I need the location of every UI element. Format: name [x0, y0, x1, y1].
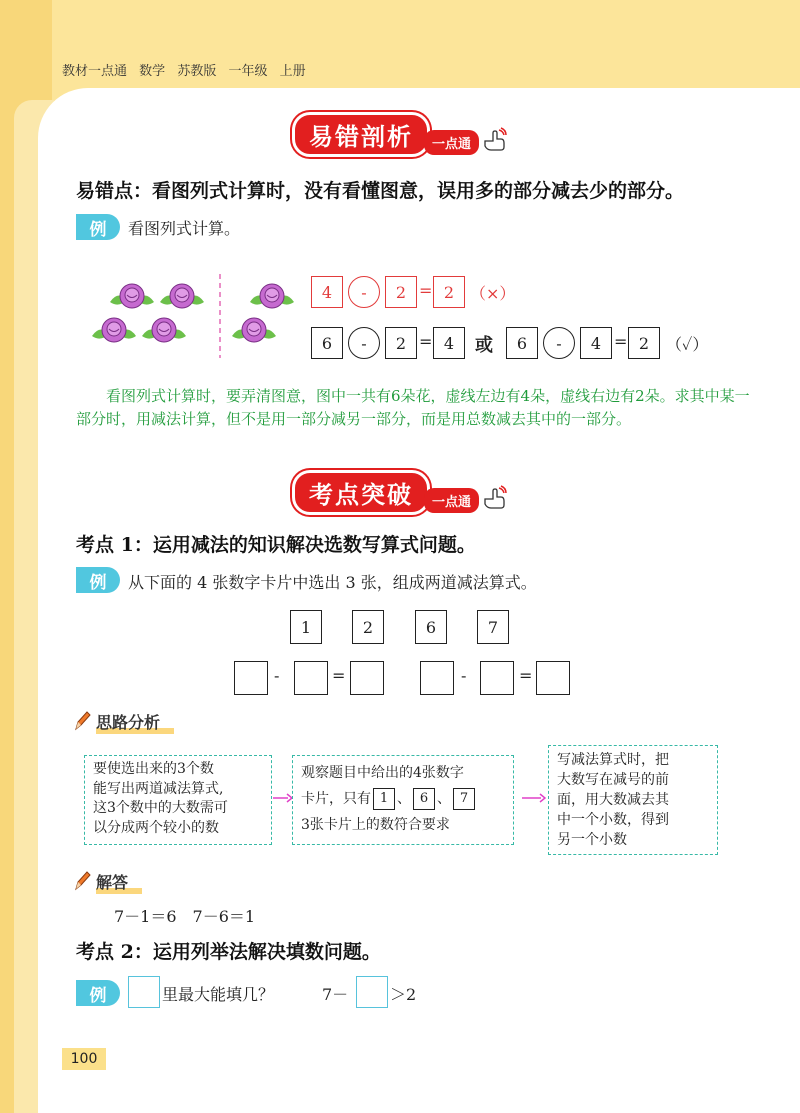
answer-text: 7－1＝6 7－6＝1: [114, 907, 256, 926]
page-number: 100: [62, 1048, 106, 1070]
blank-box[interactable]: [294, 661, 328, 695]
answer-label: 解答: [96, 873, 129, 892]
or-word: 或: [475, 335, 493, 356]
expression-prefix: 7－: [322, 985, 349, 1004]
blank-box[interactable]: [420, 661, 454, 695]
step-line: 以分成两个较小的数: [93, 819, 219, 836]
flower: [160, 284, 204, 308]
example-tag: 例: [76, 214, 120, 240]
error-point-heading: 易错点：看图列式计算时，没有看懂图意，误用多的部分减去少的部分。: [76, 180, 685, 202]
minus-sign: -: [461, 666, 467, 685]
analysis-step-3: [548, 745, 718, 855]
right-eq2-result: 2: [628, 327, 660, 359]
section-title-text: 考点突破: [292, 470, 430, 515]
section-badge: 一点通: [424, 130, 479, 155]
mini-card: 6: [413, 788, 435, 810]
right-eq1-equals: =: [419, 332, 433, 351]
header-edition: 苏教版: [177, 64, 217, 79]
section-title-text: 易错剖析: [292, 112, 430, 157]
equals-sign: =: [519, 666, 533, 685]
example-tag: 例: [76, 567, 120, 593]
right-mark: （✓）: [666, 335, 709, 354]
step-line: 观察题目中给出的4张数字: [301, 765, 464, 781]
equals-sign: =: [332, 666, 346, 685]
flower: [142, 318, 186, 342]
right-eq2-minuend: 6: [506, 327, 538, 359]
right-eq1-result: 4: [433, 327, 465, 359]
wrong-eq-result: 2: [433, 276, 465, 308]
right-eq2-subtrahend: 4: [580, 327, 612, 359]
example-prompt: 看图列式计算。: [128, 219, 241, 238]
flower-illustration: [90, 272, 305, 358]
pointing-hand-icon: [481, 485, 507, 511]
separator: 、: [437, 791, 451, 807]
right-eq1-minuend: 6: [311, 327, 343, 359]
step-line: 面，用大数减去其: [557, 792, 669, 808]
wrong-eq-equals: =: [419, 281, 433, 300]
right-eq2-equals: =: [614, 332, 628, 351]
step-line: 这3个数中的大数需可: [93, 800, 228, 816]
header-book: 教材一点通: [62, 64, 128, 79]
arrow-right-icon: [522, 792, 546, 804]
step-line: 要使选出来的3个数: [93, 761, 214, 777]
expression-blank-box[interactable]: [356, 976, 388, 1008]
wrong-eq-subtrahend: 2: [385, 276, 417, 308]
flower: [92, 318, 136, 342]
key-point-2-prompt: 里最大能填几？: [162, 985, 275, 1004]
pencil-icon: [72, 869, 92, 891]
explanation-note: 看图列式计算时，要弄清图意，图中一共有6朵花，虚线左边有4朵，虚线右边有2朵。求其中某一部分时，用减法计算，但不是用一部分减另一部分，而是用总数减去其中的一部分。: [76, 387, 750, 428]
wrong-eq-minuend: 4: [311, 276, 343, 308]
section-title-errors: [292, 114, 507, 154]
blank-box[interactable]: [234, 661, 268, 695]
header-grade: 一年级: [228, 64, 268, 79]
right-eq2-operator: -: [543, 327, 575, 359]
wrong-mark: （×）: [470, 284, 516, 303]
analysis-label: 思路分析: [96, 713, 161, 732]
example-tag: 例: [76, 980, 120, 1006]
number-card: 1: [290, 610, 322, 644]
expression-suffix: ＞2: [390, 985, 417, 1004]
mini-card: 1: [373, 788, 395, 810]
step-text: 卡片，只有: [301, 791, 371, 807]
flower: [250, 284, 294, 308]
pencil-icon: [72, 709, 92, 731]
step-line: 大数写在减号的前: [557, 772, 669, 788]
header-volume: 上册: [279, 64, 306, 79]
step-line: 另一个小数: [557, 832, 627, 848]
analysis-step-1: [84, 755, 272, 845]
number-card: 6: [415, 610, 447, 644]
step-line-with-cards: [301, 786, 505, 812]
blank-box[interactable]: [350, 661, 384, 695]
header-subject: 数学: [139, 64, 166, 79]
running-header: [62, 60, 314, 79]
key-point-1-prompt: 从下面的 4 张数字卡片中选出 3 张，组成两道减法算式。: [128, 573, 537, 592]
blank-box[interactable]: [480, 661, 514, 695]
mini-card: 7: [453, 788, 475, 810]
analysis-step-2: [292, 755, 514, 845]
key-point-1-heading: 考点 1：运用减法的知识解决选数写算式问题。: [76, 534, 476, 556]
flower: [232, 318, 276, 342]
section-badge: 一点通: [424, 488, 479, 513]
step-line: 写减法算式时，把: [557, 752, 669, 768]
minus-sign: -: [274, 666, 280, 685]
answer-blank-box[interactable]: [128, 976, 160, 1008]
key-point-2-heading: 考点 2：运用列举法解决填数问题。: [76, 941, 381, 963]
step-line: 3张卡片上的数符合要求: [301, 817, 450, 833]
number-card: 7: [477, 610, 509, 644]
pointing-hand-icon: [481, 127, 507, 153]
arrow-right-icon: [273, 792, 293, 804]
blank-box[interactable]: [536, 661, 570, 695]
wrong-eq-operator: -: [348, 276, 380, 308]
step-line: 中一个小数，得到: [557, 812, 669, 828]
flower: [110, 284, 154, 308]
separator: 、: [397, 791, 411, 807]
number-card: 2: [352, 610, 384, 644]
right-eq1-subtrahend: 2: [385, 327, 417, 359]
section-title-key-points: [292, 472, 507, 512]
right-eq1-operator: -: [348, 327, 380, 359]
step-line: 能写出两道减法算式,: [93, 780, 224, 797]
